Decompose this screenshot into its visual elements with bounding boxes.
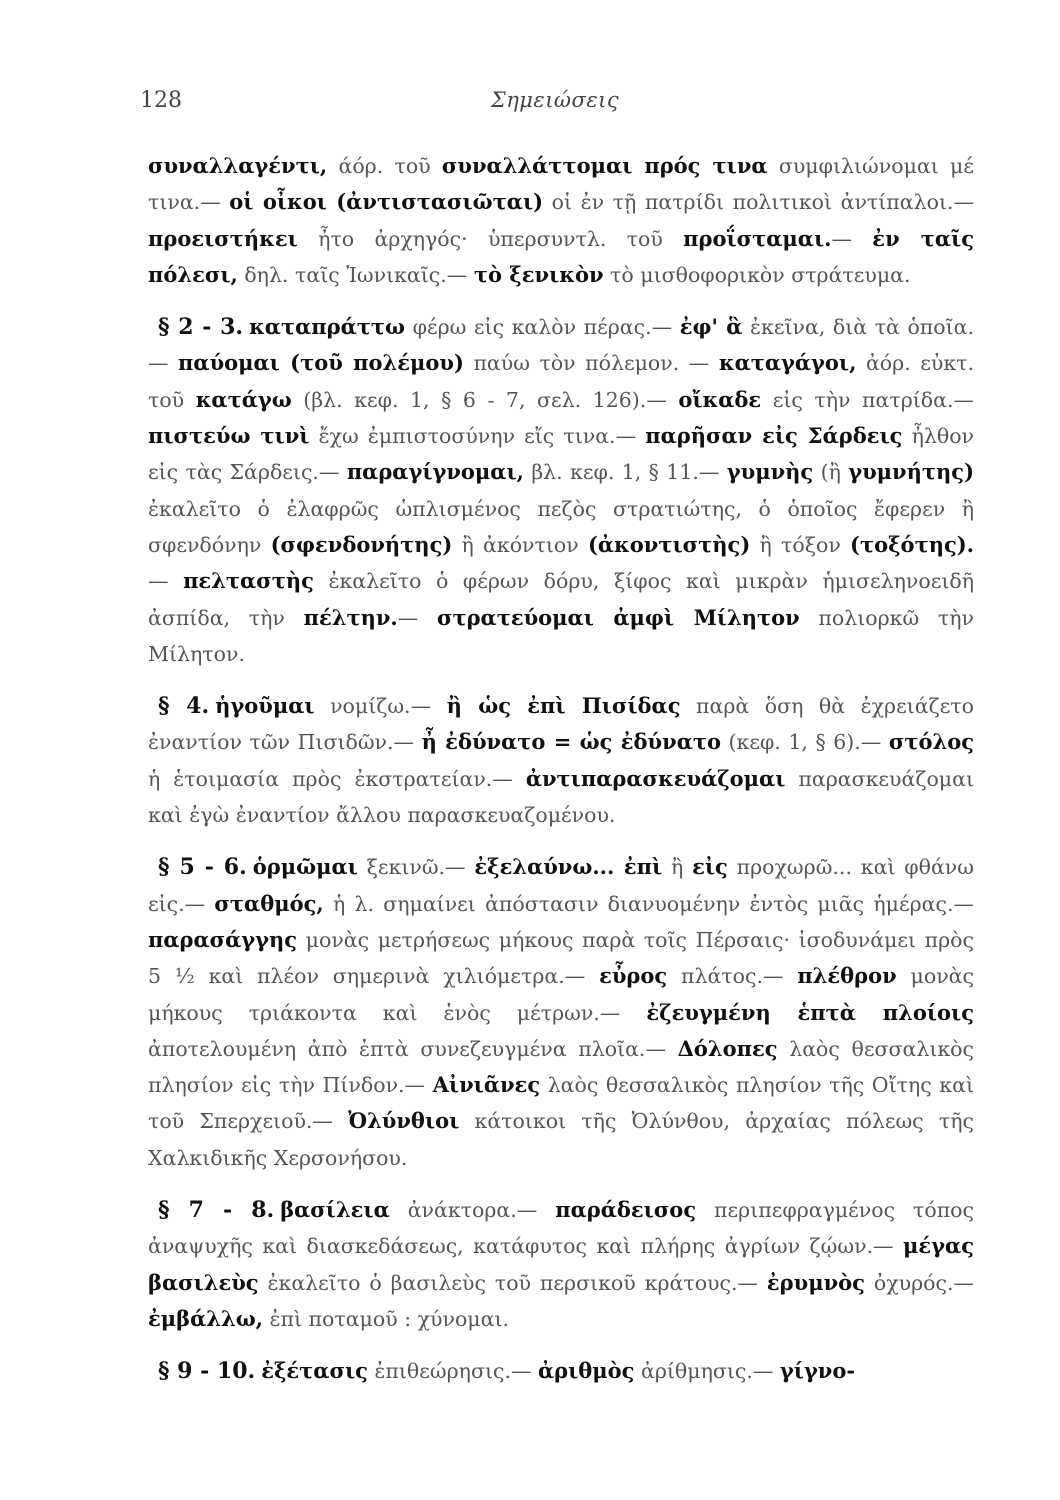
gloss-text: βλ. κεφ. 1, § 11.—	[523, 460, 727, 485]
gloss-text: εἰς τὴν πατρίδα.—	[761, 387, 974, 412]
lemma-headword: ἡγοῦμαι	[215, 693, 315, 719]
gloss-text: ἀόρ. εὐκτ. τοῦ	[148, 351, 974, 412]
gloss-text: ἡ λ. σημαίνει ἀπόστασιν διανυομένην ἐντὸς μιᾶς ἡμέρας.—	[323, 891, 974, 916]
lemma-headword: (ἀκοντιστὴς)	[587, 531, 751, 557]
lemma-headword: σταθμός,	[214, 890, 324, 916]
gloss-text: φέρω εἰς καλὸν πέρας.—	[405, 315, 680, 340]
gloss-text: τὸ μισθοφορικὸν στράτευμα.	[603, 262, 911, 287]
lemma-headword: ὁρμῶμαι	[252, 854, 358, 880]
commentary-paragraph	[148, 1192, 974, 1337]
lemma-headword: (τοξότης).	[850, 531, 974, 557]
lemma-headword: εὖρος	[599, 963, 668, 989]
gloss-text: ἐπιθεώρησις.—	[367, 1359, 538, 1384]
section-marker: § 4.	[158, 693, 210, 720]
lemma-headword: καταγάγοι,	[718, 350, 857, 376]
gloss-text: πλάτος.—	[667, 964, 798, 989]
lemma-headword: προειστήκει	[148, 225, 298, 251]
lemma-headword: ἐμβάλλω,	[148, 1305, 263, 1331]
lemma-headword: (σφενδονήτης)	[270, 531, 453, 557]
commentary-paragraph	[148, 148, 974, 293]
lemma-headword: ἀριθμὸς	[538, 1358, 635, 1384]
lemma-headword: οἱ οἶκοι (ἀντιστασιῶται)	[229, 189, 544, 215]
lemma-headword: πέλτην.	[303, 604, 398, 630]
running-title: Σημειώσεις	[490, 88, 620, 112]
gloss-text: παύω τὸν πόλεμον. —	[463, 351, 719, 376]
running-head	[140, 88, 970, 118]
section-marker: § 7 - 8.	[158, 1197, 275, 1224]
gloss-text: νομίζω.—	[314, 694, 447, 719]
lemma-headword: παρῆσαν εἰς Σάρδεις	[645, 423, 903, 449]
commentary-paragraph	[148, 688, 974, 833]
lemma-headword: πλέθρον	[797, 963, 897, 989]
gloss-text: ἦλθον εἰς τὰς Σάρδεις.—	[148, 424, 974, 485]
gloss-text: ὀχυρός.—	[864, 1270, 974, 1295]
gloss-text: μονὰς μετρήσεως μήκους παρὰ τοῖς Πέρσαις· ἰσοδυνάμει πρὸς 5 ½ καὶ πλέον σημερινὰ χιλιόμετρα.—	[148, 927, 974, 989]
lemma-headword: τὸ ξενικὸν	[473, 261, 604, 287]
gloss-text: παρὰ ὅση θὰ ἐχρειάζετο ἐναντίον τῶν Πισιδῶν.—	[148, 694, 974, 755]
gloss-text: άόρ. τοῦ	[327, 154, 442, 178]
commentary-paragraph	[148, 849, 974, 1176]
gloss-text: ἐκαλεῖτο ὁ βασιλεὺς τοῦ περσικοῦ κράτους.—	[258, 1270, 767, 1295]
gloss-text: παρασκευάζομαι καὶ ἐγὼ ἐναντίον ἄλλου παρασκευαζομένου.	[148, 766, 974, 828]
lemma-headword: οἴκαδε	[678, 386, 762, 412]
gloss-text: (ἢ	[813, 460, 849, 485]
section-marker: § 5 - 6.	[158, 854, 247, 881]
gloss-text: ἐπὶ ποταμοῦ : χύνομαι.	[263, 1306, 510, 1331]
lemma-headword: ἐξέτασις	[261, 1358, 368, 1384]
lemma-headword: στρατεύομαι ἀμφὶ Μίλητον	[436, 604, 800, 630]
lemma-headword: Αἰνιᾶνες	[432, 1072, 541, 1098]
lemma-headword: ἦ ἐδύνατο = ὡς ἐδύνατο	[421, 729, 721, 755]
gloss-text: πολιορκῶ τὴν Μίλητον.	[148, 605, 974, 666]
lemma-headword: ἐξελαύνω... ἐπὶ	[474, 854, 663, 880]
gloss-text: ἢ τόξον	[750, 532, 851, 557]
lemma-headword: βασίλεια	[280, 1197, 390, 1223]
lemma-headword: κατάγω	[195, 386, 292, 412]
gloss-text: ἀποτελουμένη ἀπὸ ἑπτὰ συνεζευγμένα πλοῖα.—	[148, 1036, 678, 1061]
lemma-headword: παραγίγνομαι,	[346, 459, 524, 485]
lemma-headword: στόλος	[888, 729, 974, 755]
lemma-headword: ἐν ταῖς πόλεσι,	[148, 225, 974, 287]
lemma-headword: γυμνὴς	[726, 459, 814, 485]
lemma-headword: συναλλάττομαι πρός τινα	[441, 153, 768, 178]
gloss-text: δηλ. ταῖς Ἰωνικαῖς.—	[237, 262, 474, 287]
gloss-text: ἀρίθμησις.—	[634, 1359, 780, 1384]
lemma-headword: πιστεύω τινὶ	[148, 423, 310, 449]
gloss-text: —	[831, 226, 873, 251]
lemma-headword: παρασάγγης	[148, 926, 298, 952]
gloss-text: κάτοικοι τῆς Ὀλύνθου, ἀρχαίας πόλεως τῆς Χαλκιδικῆς Χερσονήσου.	[148, 1109, 974, 1170]
gloss-text: ἢ	[662, 855, 693, 880]
gloss-text: ἢ ἀκόντιον	[452, 532, 588, 557]
commentary-paragraph	[148, 1353, 974, 1389]
lemma-headword: συναλλαγέντι,	[148, 153, 328, 178]
page-number: 128	[140, 88, 182, 113]
gloss-text: ἔχω ἐμπιστοσύνην εἴς τινα.—	[309, 424, 646, 449]
gloss-text: προχωρῶ... καὶ φθάνω εἰς.—	[148, 855, 974, 916]
commentary-body	[148, 148, 974, 1390]
gloss-text: συμφιλιώνομαι μέ τινα.—	[148, 154, 974, 215]
gloss-text: ἐκαλεῖτο ὁ φέρων δόρυ, ξίφος καὶ μικρὰν ἡμισεληνοειδῆ ἀσπίδα, τὴν	[148, 569, 974, 630]
gloss-text: λαὸς θεσσαλικὸς πλησίον τῆς Οἴτης καὶ τοῦ Σπερχειοῦ.—	[148, 1073, 974, 1134]
lemma-headword: παράδεισος	[555, 1197, 697, 1223]
commentary-paragraph	[148, 309, 974, 672]
gloss-text: οἱ ἐν τῇ πατρίδι πολιτικοὶ ἀντίπαλοι.—	[543, 190, 975, 215]
lemma-headword: Ὀλύνθιοι	[348, 1108, 460, 1134]
lemma-headword: μέγας βασιλεὺς	[148, 1233, 974, 1295]
gloss-text: μονὰς μήκους τριάκοντα καὶ ἑνὸς μέτρων.—	[148, 964, 975, 1025]
lemma-headword: πελταστὴς	[183, 568, 314, 594]
gloss-text: (κεφ. 1, § 6).—	[720, 730, 889, 755]
gloss-text: ἀνάκτορα.—	[389, 1198, 556, 1223]
lemma-headword: ἐρυμνὸς	[766, 1269, 865, 1295]
gloss-text: περιπεφραγμένος τόπος ἀναψυχῆς καὶ διασκεδάσεως, κατάφυτος καὶ πλήρης ἀγρίων ζῴων.—	[148, 1198, 974, 1259]
section-marker: § 9 - 10.	[158, 1358, 256, 1385]
gloss-text: ἐκεῖνα, διὰ τὰ ὁποῖα.—	[148, 315, 975, 376]
gloss-text: λαὸς θεσσαλικὸς πλησίον εἰς τὴν Πίνδον.—	[148, 1036, 974, 1098]
gloss-text: ἦτο ἀρχηγός· ὑπερσυντλ. τοῦ	[297, 226, 684, 251]
lemma-headword: Δόλοπες	[677, 1035, 778, 1061]
lemma-headword: ἐζευγμένη ἑπτὰ πλοίοις	[646, 999, 974, 1025]
gloss-text: ξεκινῶ.—	[357, 855, 475, 880]
gloss-text: (βλ. κεφ. 1, § 6 - 7, σελ. 126).—	[291, 387, 679, 412]
gloss-text: —	[397, 605, 437, 630]
lemma-headword: καταπράττω	[249, 314, 406, 340]
gloss-text: ἐκαλεῖτο ὁ ἐλαφρῶς ὡπλισμένος πεζὸς στρατιώτης, ὁ ὁποῖος ἔφερεν ἢ σφενδόνην	[148, 496, 974, 557]
lemma-headword: παύομαι (τοῦ πολέμου)	[178, 350, 464, 376]
lemma-headword: γυμνήτης)	[848, 459, 974, 485]
lemma-headword: ἀντιπαρασκευάζομαι	[525, 765, 786, 791]
lemma-headword: ἐφ' ἃ	[679, 314, 743, 340]
lemma-headword: προΐσταμαι.	[683, 225, 832, 251]
lemma-headword: ἢ ὡς ἐπὶ Πισίδας	[446, 693, 681, 719]
section-marker: § 2 - 3.	[158, 314, 244, 341]
lemma-headword: εἰς	[692, 854, 728, 880]
gloss-text: ἡ ἑτοιμασία πρὸς ἐκστρατείαν.—	[148, 766, 526, 791]
lemma-headword: γίγνο-	[779, 1358, 856, 1384]
gloss-text: —	[148, 569, 184, 594]
